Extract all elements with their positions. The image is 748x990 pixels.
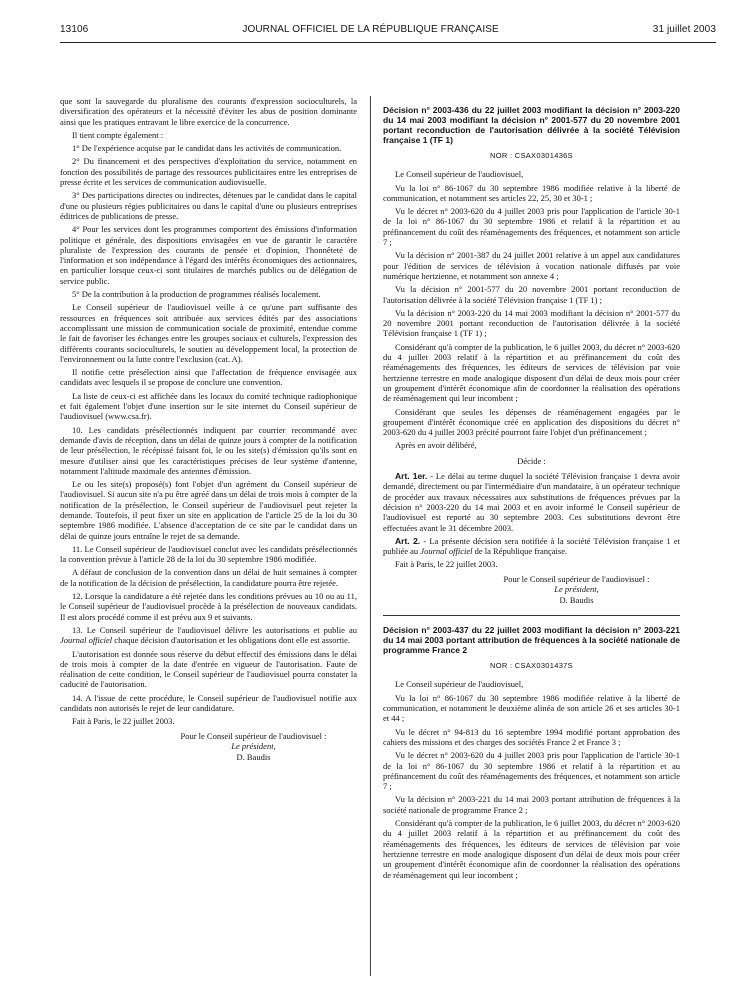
issue-date: 31 juillet 2003 — [652, 24, 716, 35]
signature-block — [383, 574, 680, 606]
considerant: Considérant qu'à compter de la publication, le 6 juillet 2003, du décret n° 2003-620 du 4 juillet 2003 relatif à la répartition et au préfinancement du coût des réaménagements des fréquences, les éditeurs de services de télévision par voie hertzienne terrestre en mode analogique disposent d'un délai de deux mois pour créer un groupement d'intérêt économique afin de coordonner la réalisation des opérations de réaménagement qui leur incombent ; — [383, 341, 680, 404]
paragraph: 10. Les candidats présélectionnés indiquent par courrier recommandé avec demande d'avis de réception, dans un délai de quinze jours à compter de la notification de leur présélection, le récépissé faisant foi, le ou les site(s) d'émission qu'ils sont en mesure d'utiliser ainsi que les caractéristiques précises de leur système d'antenne, notamment l'altitude maximale des antennes d'émission. — [60, 424, 357, 476]
visa: Vu la décision n° 2003-221 du 14 mai 2003 portant attribution de fréquences à la société nationale de programme France 2 ; — [383, 794, 680, 815]
visa: Vu la loi n° 86-1067 du 30 septembre 1986 modifiée relative à la liberté de communication, et notamment le deuxième alinéa de son article 26 et ses articles 30-1 et 44 ; — [383, 692, 680, 724]
article-label: Art. 2. — [395, 535, 421, 546]
paragraph: A défaut de conclusion de la convention dans un délai de huit semaines à compter de la notification de la décision de présélection, la candidature pourra être rejetée. — [60, 567, 357, 588]
visa: Vu le décret n° 2003-620 du 4 juillet 2003 pris pour l'application de l'article 30-1 de la loi n° 86-1067 du 30 septembre 1986 et relatif à la répartition et au préfinancement du coût des réaménagements des fréquences, et notamment son article 7 ; — [383, 750, 680, 792]
done-at: Fait à Paris, le 22 juillet 2003. — [395, 559, 498, 570]
running-header — [60, 24, 716, 38]
criterion-2: 2° Du financement et des perspectives d'exploitation du service, notamment en fonction des possibilités de partage des ressources publicitaires entre les entreprises de presse écrite et les services de communication audiovisuelle. — [60, 156, 357, 188]
paragraph: 14. A l'issue de cette procédure, le Conseil supérieur de l'audiovisuel notifie aux candidats non autorisés le rejet de leur candidature. — [60, 692, 357, 714]
text-run: - La présente décision sera notifiée à la société Télévision française 1 et publiée au — [383, 535, 680, 557]
left-column — [60, 96, 357, 976]
text-run: - Le délai au terme duquel la société Télévision française 1 devra avoir demandé, directement ou par l'intermédiaire d'un mandataire, à un opérateur technique de procéder aux travaux nécessaires aux substitutions de fréquences prévues par la décision n° 2003-220 du 14 mai 2003 et en avoir informé le Conseil supérieur de l'audiovisuel est reporté au 30 septembre 2003. Ces substitutions devront être effectuées avant le 31 décembre 2003. — [383, 471, 680, 533]
criterion-4: 4° Pour les services dont les programmes comportent des émissions d'information politique et générale, des dispositions envisagées en vue de garantir le caractère pluraliste de l'expression des courants de pensée et d'opinion, l'honnêteté de l'information et son indépendance à l'égard des intérêts économiques des actionnaires, en particulier lorsque ceux-ci sont titulaires de marchés publics ou de délégation de service public. — [60, 224, 357, 286]
text-run: de la République française. — [472, 546, 568, 557]
signatory-name: D. Baudis — [236, 751, 271, 762]
signatory-name: D. Baudis — [559, 594, 594, 605]
visa: Vu la décision n° 2001-387 du 24 juillet 2001 relative à un appel aux candidatures pour l'édition de services de télévision à vocation nationale diffusés par voie numérique hertzienne, et notamment son annexe 4 ; — [383, 250, 680, 281]
signature-role: Le président, — [554, 584, 599, 595]
paragraph: Après en avoir délibéré, — [395, 440, 477, 451]
journal-officiel-ref: Journal officiel — [60, 635, 113, 646]
visa: Vu la loi n° 86-1067 du 30 septembre 1986 modifiée relative à la liberté de communication, et notamment ses articles 22, 25, 30 et 30-1 ; — [383, 182, 680, 203]
visa: Vu le décret n° 2003-620 du 4 juillet 2003 pris pour l'application de l'article 30-1 de la loi n° 86-1067 du 30 septembre 1986 et relatif à la répartition et au préfinancement du coût des réaménagements des fréquences, et notamment son article 7 ; — [383, 206, 680, 248]
decide-heading: Décide : — [517, 455, 546, 466]
signature-role: Le président, — [231, 741, 276, 752]
signature-block — [60, 731, 357, 763]
paragraph: 12. Lorsque la candidature a été rejetée dans les conditions prévues au 10 ou au 11, le Conseil supérieur de l'audiovisuel procède à la présélection de nouveaux candidats. Il est alors procédé comme il est prévu aux 9 et suivants. — [60, 591, 357, 622]
considerant: Considérant qu'à compter de la publication, le 6 juillet 2003, du décret n° 2003-620 du 4 juillet 2003 relatif à la répartition et au préfinancement du coût des réaménagements des fréquences, les éditeurs de services de télévision par voie hertzienne terrestre en mode analogique disposent d'un délai de deux mois pour créer un groupement d'intérêt économique afin de coordonner la réalisation des opérations de réaménagement qui leur incombent ; — [383, 818, 680, 880]
text-run: chaque décision d'autorisation et les obligations dont elle est assortie. — [112, 635, 350, 646]
page-number: 13106 — [60, 24, 89, 35]
nor-reference: NOR : CSAX0301437S — [490, 661, 573, 671]
journal-officiel-ref: Journal officiel — [420, 546, 473, 557]
paragraph: 11. Le Conseil supérieur de l'audiovisuel conclut avec les candidats présélectionnés la convention prévue à l'article 28 de la loi du 30 septembre 1986 modifiée. — [60, 543, 357, 565]
paragraph: L'autorisation est donnée sous réserve du début effectif des émissions dans le délai de trois mois à compter de la date d'entrée en vigueur de l'autorisation. Faute de réalisation de cette condition, le Conseil supérieur de l'audiovisuel pourra constater la caducité de l'autorisation. — [60, 648, 357, 690]
criterion-5: 5° De la contribution à la production de programmes réalisés localement. — [72, 289, 321, 300]
paragraph: Le Conseil supérieur de l'audiovisuel veille à ce qu'une part suffisante des ressources en fréquences soit attribuée aux services édités par des associations accomplissant une mission de communication sociale de proximité, entendue comme le fait de favoriser les échanges entre les groupes sociaux et culturels, l'expression des différents courants socioculturels, le soutien au développement local, la protection de l'environnement ou la lutte contre l'exclusion (cat. A). — [60, 302, 357, 364]
criterion-1: 1° De l'expérience acquise par le candidat dans les activités de communication. — [72, 143, 342, 154]
journal-title: JOURNAL OFFICIEL DE LA RÉPUBLIQUE FRANÇAISE — [242, 24, 499, 35]
paragraph: Le Conseil supérieur de l'audiovisuel, — [395, 679, 524, 690]
signature-line: Pour le Conseil supérieur de l'audiovisuel : — [180, 730, 327, 741]
paragraph: Le ou les site(s) proposé(s) font l'objet d'un agrément du Conseil supérieur de l'audiovisuel. Si aucun site n'a pu être agréé dans un délai de trois mois à compter de la notification de la présélection, le Conseil supérieur de l'audiovisuel peut rejeter la demande. Toutefois, il peut fixer un site en application de l'article 25 de la loi du 30 septembre 1986 modifiée. L'absence d'acceptation de ce site par le candidat dans un délai de quinze jours entraîne le rejet de sa demande. — [60, 479, 357, 541]
paragraph — [60, 625, 357, 646]
signature-line: Pour le Conseil supérieur de l'audiovisuel : — [503, 573, 650, 584]
considerant: Considérant que seules les dépenses de réaménagement engagées par le groupement d'intérêt économique créé en application des dispositions du décret n° 2003-620 du 4 juillet 2003 précité pourront faire l'objet d'un préfinancement ; — [383, 406, 680, 438]
visa: Vu la décision n° 2003-220 du 14 mai 2003 modifiant la décision n° 2001-577 du 20 novembre 2001 portant reconduction de l'autorisation délivrée à la société Télévision française 1 (TF 1) ; — [383, 307, 680, 339]
header-rule — [60, 42, 716, 43]
text-run: 13. Le Conseil supérieur de l'audiovisuel délivre les autorisations et publie au — [72, 624, 357, 635]
article-1 — [383, 471, 680, 533]
visa: Vu la décision n° 2001-577 du 20 novembre 2001 portant reconduction de l'autorisation délivrée à la société Télévision française 1 (TF 1) ; — [383, 284, 680, 305]
decision-437-title: Décision n° 2003-437 du 22 juillet 2003 modifiant la décision n° 2003-221 du 14 mai 2003 portant attribution de fréquences à la société nationale de programme France 2 — [383, 625, 680, 656]
paragraph: La liste de ceux-ci est affichée dans les locaux du comité technique radiophonique et fait également l'objet d'une insertion sur le site internet du Conseil supérieur de l'audiovisuel (www.csa.fr). — [60, 390, 357, 422]
paragraph: Le Conseil supérieur de l'audiovisuel, — [395, 169, 524, 180]
article-2 — [383, 536, 680, 557]
column-divider — [370, 96, 371, 976]
done-at: Fait à Paris, le 22 juillet 2003. — [72, 716, 175, 727]
paragraph: Il notifie cette présélection ainsi que l'affectation de fréquence envisagée aux candidats avec lesquels il se propose de conclure une convention. — [60, 367, 357, 388]
section-separator — [383, 615, 680, 616]
paragraph: Il tient compte également : — [72, 129, 164, 140]
right-column — [383, 102, 680, 982]
opening-paragraph: que sont la sauvegarde du pluralisme des courants d'expression socioculturels, la diversification des opérateurs et la nécessité d'éviter les abus de position dominante ainsi que les pratiques entravant le libre exercice de la concurrence. — [60, 96, 357, 127]
decision-436-title: Décision n° 2003-436 du 22 juillet 2003 modifiant la décision n° 2003-220 du 14 mai 2003 modifiant la décision n° 2001-577 du 20 novembre 2001 portant reconduction de l'autorisation délivrée à la société Télévision française 1 (TF 1) — [383, 105, 680, 145]
signature-title — [383, 584, 680, 595]
article-label: Art. 1er. — [395, 471, 428, 482]
visa: Vu le décret n° 94-813 du 16 septembre 1994 modifié portant approbation des cahiers des missions et des charges des sociétés France 2 et France 3 ; — [383, 726, 680, 747]
criterion-3: 3° Des participations directes ou indirectes, détenues par le candidat dans le capital d'une ou plusieurs régies publicitaires ou dans le capital d'une ou plusieurs entreprises éditrices de publications de presse. — [60, 190, 357, 221]
signature-title — [60, 741, 357, 752]
nor-reference: NOR : CSAX0301436S — [490, 151, 573, 160]
